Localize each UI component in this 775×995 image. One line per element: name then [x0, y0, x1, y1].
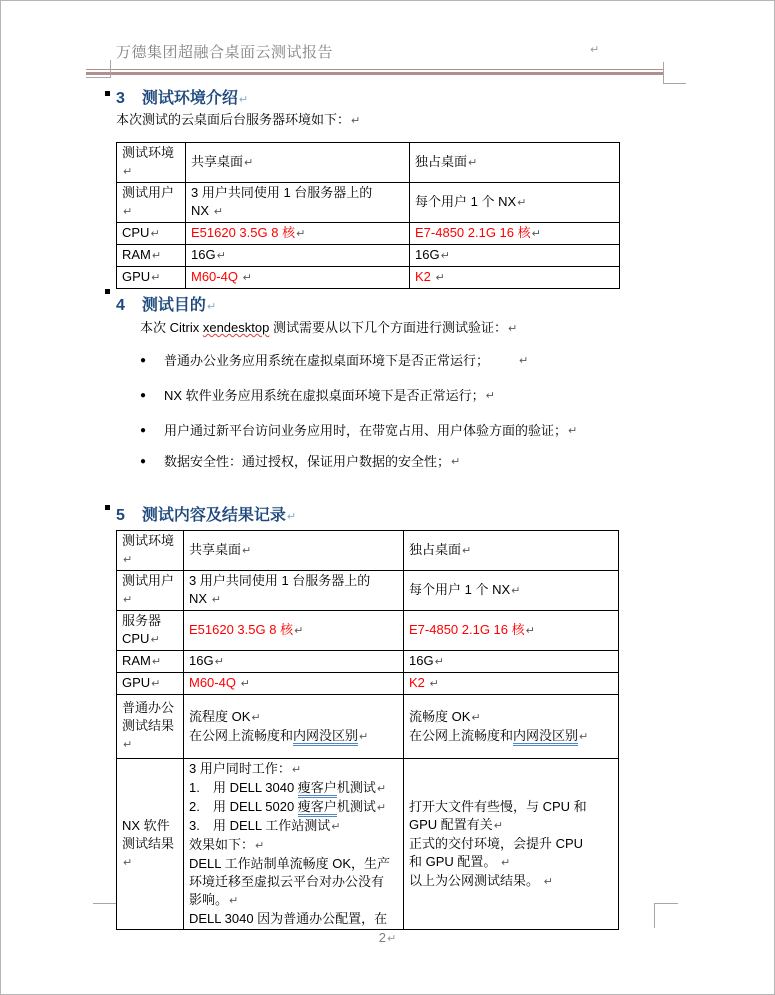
table-cell: 16G↵ — [410, 245, 620, 267]
table-row — [117, 245, 620, 267]
table-row — [117, 571, 619, 611]
table-row — [117, 651, 619, 673]
paragraph-mark: ↵ — [238, 94, 249, 106]
table-row — [117, 531, 619, 571]
table-cell: RAM↵ — [117, 245, 186, 267]
bullet-icon: ● — [140, 456, 147, 467]
heading-anchor-mark — [105, 91, 110, 96]
paragraph-mark: ↵ — [286, 511, 297, 523]
heading-number: 3 — [116, 90, 125, 107]
table-cell: 3 用户共同使用 1 台服务器上的 NX ↵ — [184, 571, 404, 611]
format-check-underline: 瘦客户 — [298, 780, 337, 798]
paragraph-mark: ↵ — [507, 323, 518, 335]
table-row — [117, 267, 620, 289]
table-cell: M60-4Q ↵ — [186, 267, 410, 289]
table-cell: E7-4850 2.1G 16 核↵ — [410, 223, 620, 245]
list-item — [140, 386, 577, 406]
table-cell: 16G↵ — [184, 651, 404, 673]
table-cell: E7-4850 2.1G 16 核↵ — [404, 611, 619, 651]
list-item — [140, 421, 577, 441]
table-cell: 独占桌面↵ — [410, 143, 620, 183]
running-header-title: 万德集团超融合桌面云测试报告 — [116, 44, 334, 61]
table-cell: 每个用户 1 个 NX↵ — [404, 571, 619, 611]
bullet-icon: ● — [140, 425, 147, 436]
paragraph-mark: ↵ — [590, 44, 600, 56]
s4-intro-paragraph — [140, 318, 517, 339]
results-table — [116, 530, 619, 930]
heading-title: 测试目的 — [141, 297, 206, 314]
table-cell: 共享桌面↵ — [184, 531, 404, 571]
table-cell: 独占桌面↵ — [404, 531, 619, 571]
bullet-icon: ● — [140, 390, 147, 401]
table-cell: 测试用户↵ — [117, 183, 186, 223]
heading-anchor-mark — [105, 505, 110, 510]
table-cell: 测试环境↵ — [117, 531, 184, 571]
misspelled-word: xendesktop — [202, 320, 270, 335]
table-cell: 测试环境↵ — [117, 143, 186, 183]
s4-intro-post: 测试需要从以下几个方面进行测试验证： — [269, 320, 507, 335]
list-item-text: NX 软件业务应用系统在虚拟桌面环境下是否正常运行； — [164, 388, 485, 403]
table-cell: 测试用户↵ — [117, 571, 184, 611]
margin-corner-mark — [93, 903, 117, 928]
table-cell: 流畅度 OK↵ 在公网上流畅度和内网没区别↵ — [404, 695, 619, 759]
table-cell: CPU↵ — [117, 223, 186, 245]
heading-number: 4 — [116, 297, 125, 314]
paragraph-mark: ↵ — [351, 115, 361, 127]
table-cell: RAM↵ — [117, 651, 184, 673]
table-cell: E51620 3.5G 8 核↵ — [184, 611, 404, 651]
margin-corner-mark — [663, 62, 686, 84]
table-row — [117, 183, 620, 223]
table-cell: 3 用户共同使用 1 台服务器上的 NX ↵ — [186, 183, 410, 223]
paragraph-mark: ↵ — [568, 425, 578, 437]
table-row — [117, 143, 620, 183]
table-cell: NX 软件测试结果↵ — [117, 759, 184, 930]
heading-number: 5 — [116, 507, 125, 524]
list-item-text: 数据安全性：通过授权，保证用户数据的安全性； — [164, 454, 451, 469]
paragraph-mark: ↵ — [206, 301, 217, 313]
table-cell: 流程度 OK↵ 在公网上流畅度和内网没区别↵ — [184, 695, 404, 759]
table-cell: 打开大文件有些慢，与 CPU 和 GPU 配置有关↵ 正式的交付环境，会提升 CPU 和 GPU 配置。 ↵ 以上为公网测试结果。 ↵ — [404, 759, 619, 930]
margin-corner-mark — [654, 903, 678, 928]
format-check-underline: 内网没区别 — [513, 728, 578, 746]
table-row — [117, 695, 619, 759]
table-cell: 16G↵ — [404, 651, 619, 673]
page-number — [1, 930, 774, 945]
paragraph-mark: ↵ — [451, 456, 461, 468]
heading-title: 测试内容及结果记录 — [141, 507, 286, 524]
heading-3 — [116, 85, 248, 108]
table-cell: K2 ↵ — [404, 673, 619, 695]
format-check-underline: 内网没区别 — [293, 728, 358, 746]
paragraph-mark: ↵ — [519, 355, 529, 367]
paragraph-mark: ↵ — [387, 933, 397, 945]
format-check-underline: 瘦客户 — [298, 799, 337, 817]
margin-corner-mark — [86, 60, 111, 78]
s3-intro-paragraph — [116, 110, 360, 131]
heading-5 — [116, 502, 296, 525]
table-cell: 共享桌面↵ — [186, 143, 410, 183]
list-item — [140, 452, 577, 472]
list-item-text: 普通办公业务应用系统在虚拟桌面环境下是否正常运行； — [164, 353, 490, 368]
table-cell: 每个用户 1 个 NX↵ — [410, 183, 620, 223]
list-item-text: 用户通过新平台访问业务应用时，在带宽占用、用户体验方面的验证； — [164, 423, 568, 438]
s4-bullet-list — [140, 351, 577, 487]
heading-title: 测试环境介绍 — [141, 90, 238, 107]
s3-intro-text: 本次测试的云桌面后台服务器环境如下： — [116, 112, 351, 127]
list-item — [140, 351, 577, 371]
table-cell: 服务器 CPU↵ — [117, 611, 184, 651]
table-row — [117, 673, 619, 695]
table-cell: M60-4Q ↵ — [184, 673, 404, 695]
bullet-icon: ● — [140, 355, 147, 366]
paragraph-mark: ↵ — [485, 390, 495, 402]
table-cell: K2 ↵ — [410, 267, 620, 289]
table-cell: 16G↵ — [186, 245, 410, 267]
s4-intro-pre: 本次 Citrix — [140, 320, 203, 335]
table-row — [117, 611, 619, 651]
header-rule — [86, 69, 664, 75]
table-cell: 普通办公测试结果↵ — [117, 695, 184, 759]
heading-4 — [116, 292, 216, 315]
table-cell: 3 用户同时工作：↵ 1. 用 DELL 3040 瘦客户机测试↵ 2. 用 DELL 5020 瘦客户机测试↵ 3. 用 DELL 工作站测试↵ 效果如下：↵ DELL 工作站制单流畅度 OK，生产 环境迁移至虚拟云平台对办公没有 影响。↵ DELL 3040 因为普通办公配置，在 — [184, 759, 404, 930]
table-cell: GPU↵ — [117, 267, 186, 289]
heading-anchor-mark — [105, 289, 110, 294]
table-row — [117, 223, 620, 245]
table-cell: GPU↵ — [117, 673, 184, 695]
environment-table — [116, 142, 620, 289]
table-row — [117, 759, 619, 930]
page-number-value: 2 — [378, 930, 386, 945]
table-cell: E51620 3.5G 8 核↵ — [186, 223, 410, 245]
